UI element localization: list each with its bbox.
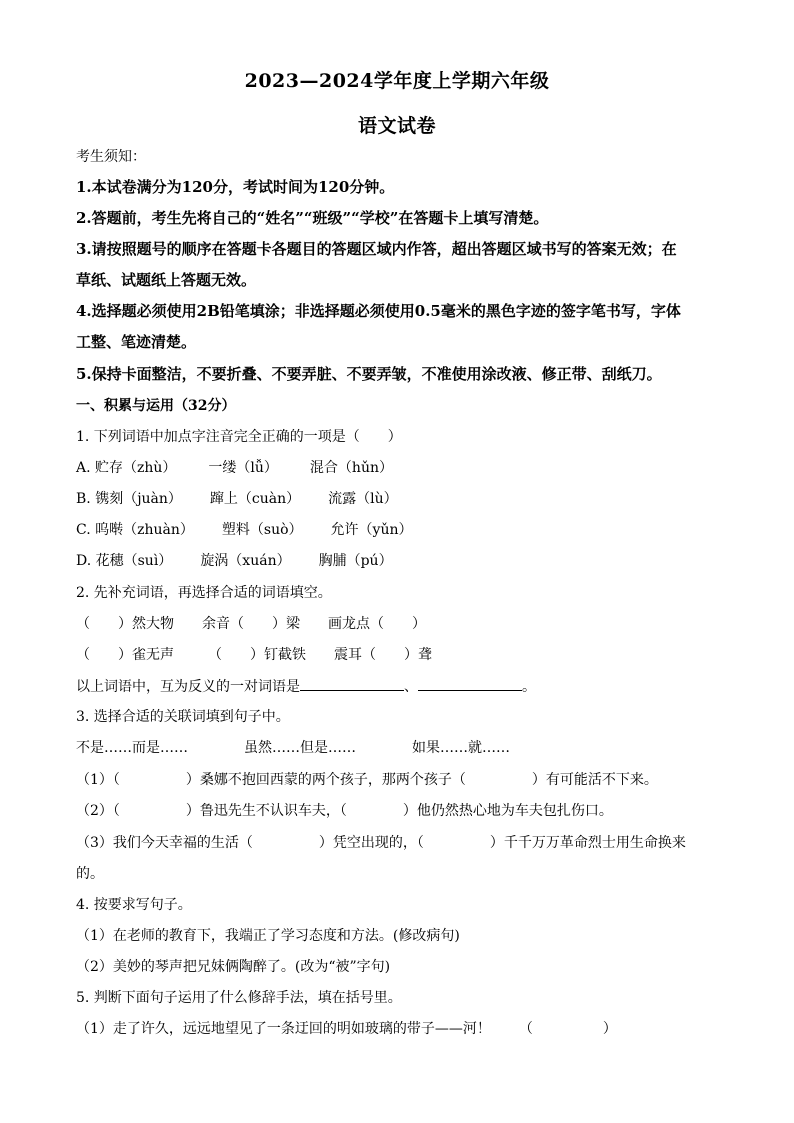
exam-title: 2023—2024学年度上学期六年级 xyxy=(244,70,550,92)
q1-c-3: 允许（yǔn） xyxy=(330,522,413,538)
q2-antonym-prefix: 以上词语中，互为反义的一对词语是 xyxy=(76,679,300,695)
q3-sentence-2 xyxy=(76,801,613,821)
q1-c-2: 塑料（suò） xyxy=(221,522,303,538)
q2-row-1 xyxy=(76,614,426,634)
q1-a-1: A. 贮存（zhù） xyxy=(76,460,177,476)
q1-b-2: 蹿上（cuàn） xyxy=(209,491,301,507)
notice-item-4-cont: 工整、笔迹清楚。 xyxy=(76,333,197,351)
q2-antonym-line xyxy=(76,676,536,697)
q1-b-3: 流露（lù） xyxy=(328,491,398,507)
notice-item-5: 5.保持卡面整洁，不要折叠、不要弄脏、不要弄皱，不准使用涂改液、修正带、刮纸刀。 xyxy=(76,365,662,383)
q3-s1-a: （1）（ xyxy=(76,772,120,788)
q1-option-c xyxy=(76,520,412,540)
q3-s1-c: ）有可能活不下来。 xyxy=(531,772,658,788)
q1-c-1: C. 呜啭（zhuàn） xyxy=(76,522,194,538)
q3-sentence-3-cont: 的。 xyxy=(76,866,104,882)
q1-d-3: 胸脯（pú） xyxy=(318,553,393,569)
q4-stem: 4. 按要求写句子。 xyxy=(76,897,192,913)
q2-antonym-sep: 、 xyxy=(404,679,418,695)
q5-sentence-1 xyxy=(76,1019,617,1039)
q2-antonym-end: 。 xyxy=(522,679,536,695)
q2-r1-3: 画龙点（ ） xyxy=(328,616,426,632)
q3-stem: 3. 选择合适的关联词填到句子中。 xyxy=(76,709,290,725)
q3-choices xyxy=(76,738,510,758)
q1-option-d xyxy=(76,551,393,571)
q3-choice-2: 虽然……但是…… xyxy=(244,740,356,756)
q5-s1-answer[interactable]: （ ） xyxy=(518,1021,617,1037)
q3-s1-b: ）桑娜不抱回西蒙的两个孩子，那两个孩子（ xyxy=(185,772,466,788)
q3-sentence-1 xyxy=(76,770,658,790)
notice-heading: 考生须知： xyxy=(76,149,146,165)
q2-r1-2: 余音（ ）梁 xyxy=(202,616,300,632)
exam-subtitle: 语文试卷 xyxy=(357,115,436,137)
q3-sentence-3 xyxy=(76,833,686,853)
q2-blank-1[interactable] xyxy=(300,676,404,691)
notice-item-3-cont: 草纸、试题纸上答题无效。 xyxy=(76,271,257,289)
q3-s3-b: ）凭空出现的，（ xyxy=(318,835,424,851)
q1-a-3: 混合（hǔn） xyxy=(309,460,393,476)
q3-s2-b: ）鲁迅先生不认识车夫，（ xyxy=(185,803,347,819)
q2-r2-3: 震耳（ ）聋 xyxy=(334,647,432,663)
q3-s3-c: ）千千万万革命烈士用生命换来 xyxy=(489,835,686,851)
q5-stem: 5. 判断下面句子运用了什么修辞手法，填在括号里。 xyxy=(76,990,402,1006)
q3-s2-c: ）他仍然热心地为车夫包扎伤口。 xyxy=(402,803,613,819)
notice-item-1: 1.本试卷满分为120分，考试时间为120分钟。 xyxy=(76,178,395,196)
q2-r2-1: （ ）雀无声 xyxy=(76,647,174,663)
q3-s3-a: （3）我们今天幸福的生活（ xyxy=(76,835,253,851)
section-heading: 一、积累与运用（32分） xyxy=(76,398,236,414)
q3-s2-a: （2）（ xyxy=(76,803,120,819)
q1-d-2: 旋涡（xuán） xyxy=(200,553,291,569)
notice-item-3: 3.请按照题号的顺序在答题卡各题目的答题区域内作答，超出答题区域书写的答案无效；在 xyxy=(76,240,677,258)
q2-stem: 2. 先补充词语，再选择合适的词语填空。 xyxy=(76,585,332,601)
notice-item-2: 2.答题前，考生先将自己的“姓名”“班级”“学校”在答题卡上填写清楚。 xyxy=(76,209,549,227)
q1-option-b xyxy=(76,489,398,509)
q4-sentence-2: （2）美妙的琴声把兄妹俩陶醉了。(改为“被”字句) xyxy=(76,959,391,975)
q2-r1-1: （ ）然大物 xyxy=(76,616,174,632)
q1-a-2: 一缕（lǚ） xyxy=(208,460,278,476)
q5-s1-text: （1）走了许久，远远地望见了一条迂回的明如玻璃的带子——河！ xyxy=(76,1021,491,1037)
q2-r2-2: （ ）钉截铁 xyxy=(208,647,306,663)
q1-stem: 1. 下列词语中加点字注音完全正确的一项是（ ） xyxy=(76,429,402,445)
q1-b-1: B. 镌刻（juàn） xyxy=(76,491,182,507)
q4-sentence-1: （1）在老师的教育下，我端正了学习态度和方法。(修改病句) xyxy=(76,928,460,944)
q2-blank-2[interactable] xyxy=(418,676,522,691)
q2-row-2 xyxy=(76,645,432,665)
q3-choice-1: 不是……而是…… xyxy=(76,740,188,756)
q1-d-1: D. 花穗（suì） xyxy=(76,553,173,569)
q1-option-a xyxy=(76,458,393,478)
q3-choice-3: 如果……就…… xyxy=(412,740,510,756)
notice-item-4: 4.选择题必须使用2B铅笔填涂；非选择题必须使用0.5毫米的黑色字迹的签字笔书写，字体 xyxy=(76,302,681,320)
